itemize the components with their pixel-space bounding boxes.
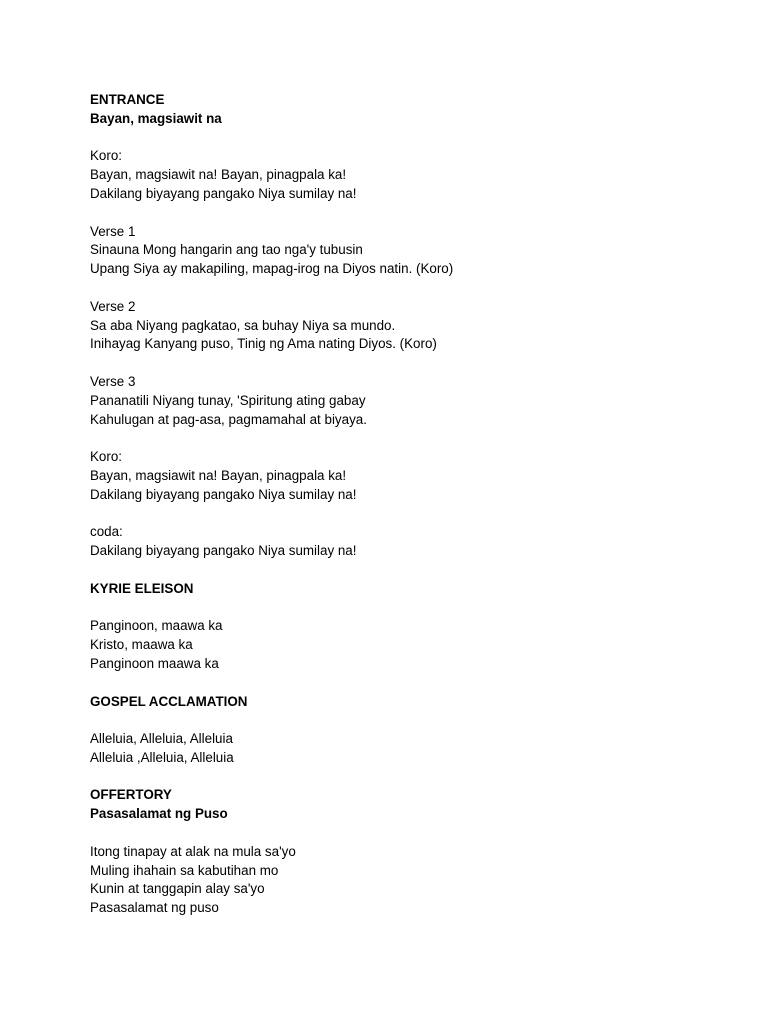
verse2-label: Verse 2 [90, 298, 136, 314]
gospel-line: Alleluia ,Alleluia, Alleluia [90, 749, 234, 765]
kyrie-section [90, 580, 710, 693]
gospel-line: Alleluia, Alleluia, Alleluia [90, 731, 233, 747]
spacer [90, 354, 710, 373]
koro2-line: Bayan, magsiawit na! Bayan, pinagpala ka! [90, 467, 347, 483]
coda-line: Dakilang biyayang pangako Niya sumilay na! [90, 543, 357, 559]
verse3-label: Verse 3 [90, 373, 136, 389]
gospel-section [90, 693, 710, 787]
offertory-line: Kunin at tanggapin alay sa'yo [90, 881, 265, 897]
spacer [90, 429, 710, 448]
kyrie-line: Kristo, maawa ka [90, 637, 193, 653]
verse1-label: Verse 1 [90, 223, 136, 239]
spacer [90, 204, 710, 223]
verse2-line: Sa aba Niyang pagkatao, sa buhay Niya sa mundo. [90, 317, 396, 333]
spacer [90, 561, 710, 580]
verse3-line: Pananatili Niyang tunay, 'Spiritung ating gabay [90, 392, 366, 408]
offertory-song-title: Pasasalamat ng Puso [90, 806, 228, 822]
spacer [90, 599, 710, 618]
offertory-line: Itong tinapay at alak na mula sa'yo [90, 843, 296, 859]
spacer [90, 129, 710, 148]
koro-line: Bayan, magsiawit na! Bayan, pinagpala ka! [90, 167, 347, 183]
kyrie-line: Panginoon, maawa ka [90, 618, 223, 634]
entrance-song-title: Bayan, magsiawit na [90, 110, 222, 126]
koro2-label: Koro: [90, 449, 123, 465]
spacer [90, 505, 710, 524]
offertory-line: Pasasalamat ng puso [90, 900, 219, 916]
verse2-line: Inihayag Kanyang puso, Tinig ng Ama nating Diyos. (Koro) [90, 336, 437, 352]
koro-label: Koro: [90, 148, 123, 164]
koro-line: Dakilang biyayang pangako Niya sumilay na! [90, 185, 357, 201]
spacer [90, 824, 710, 843]
verse1-line: Sinauna Mong hangarin ang tao nga'y tubusin [90, 242, 363, 258]
song-sheet [90, 91, 710, 918]
gospel-heading: GOSPEL ACCLAMATION [90, 693, 248, 709]
offertory-section [90, 786, 710, 918]
entrance-section [90, 91, 710, 580]
verse1-line: Upang Siya ay makapiling, mapag-irog na Diyos natin. (Koro) [90, 261, 454, 277]
entrance-heading: ENTRANCE [90, 92, 165, 107]
spacer [90, 768, 710, 787]
offertory-line: Muling ihahain sa kabutihan mo [90, 862, 279, 878]
kyrie-heading: KYRIE ELEISON [90, 580, 194, 596]
spacer [90, 711, 710, 730]
coda-label: coda: [90, 524, 123, 540]
spacer [90, 279, 710, 298]
koro2-line: Dakilang biyayang pangako Niya sumilay na! [90, 486, 357, 502]
spacer [90, 674, 710, 693]
kyrie-line: Panginoon maawa ka [90, 655, 219, 671]
verse3-line: Kahulugan at pag-asa, pagmamahal at biyaya. [90, 411, 367, 427]
offertory-heading: OFFERTORY [90, 787, 172, 803]
